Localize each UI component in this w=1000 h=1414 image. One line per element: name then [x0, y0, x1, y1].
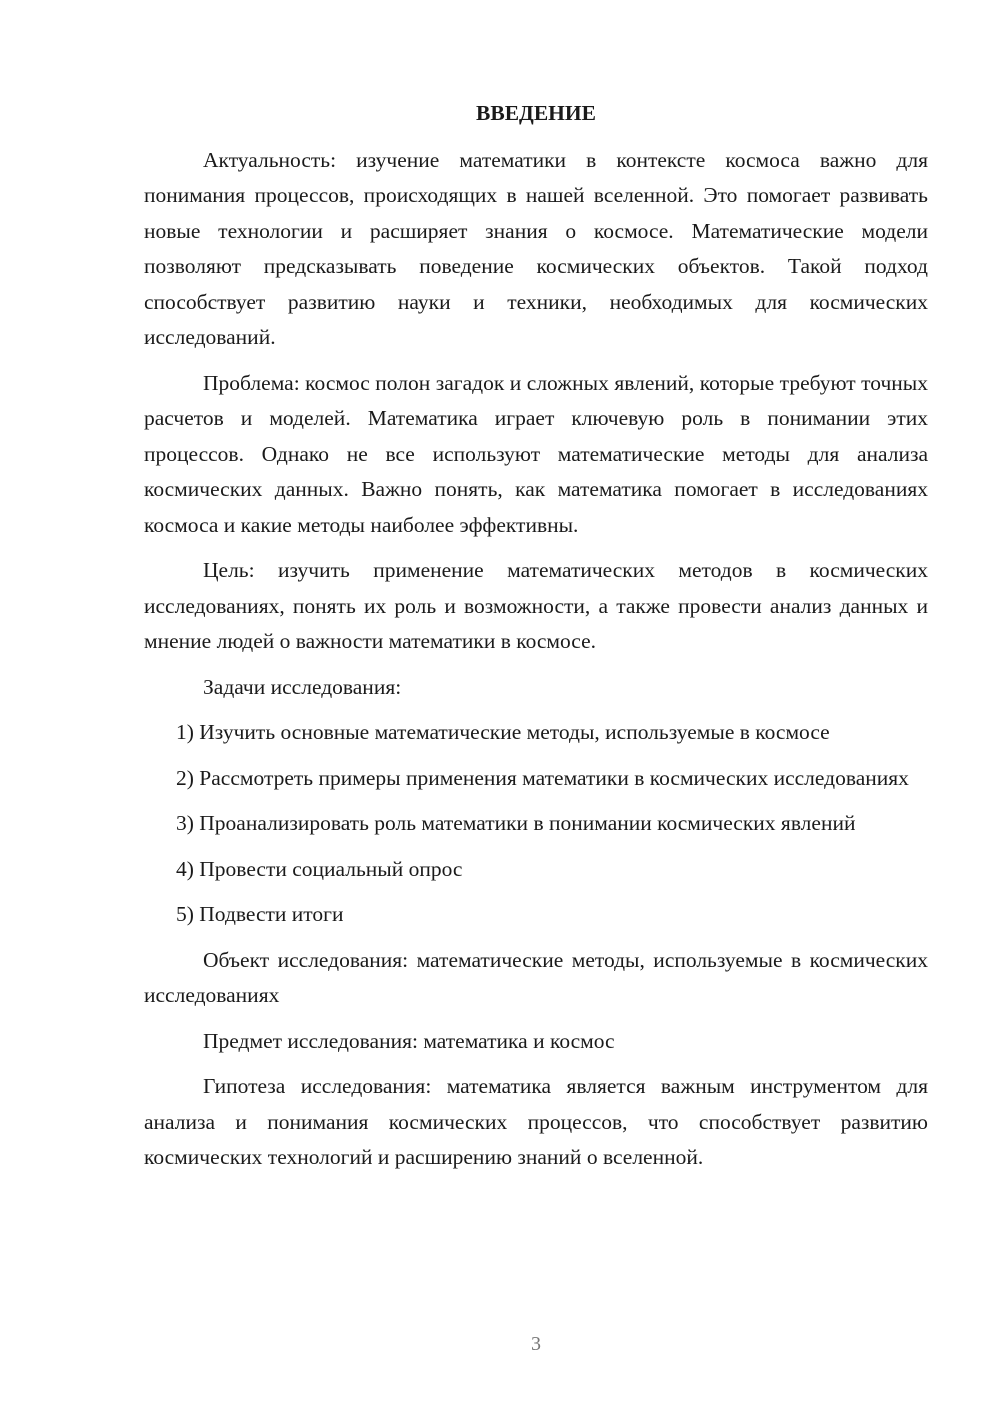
- hypothesis-paragraph: Гипотеза исследования: математика является важным инструментом для анализа и понимания космических процессов, что способствует развитию космических технологий и расширению знаний о вселенной.: [144, 1074, 928, 1169]
- list-item: 4) Провести социальный опрос: [176, 856, 463, 881]
- page-content: [144, 96, 928, 1186]
- list-item: 3) Проанализировать роль математики в понимании космических явлений: [176, 811, 856, 835]
- research-object-paragraph: Объект исследования: математические методы, используемые в космических исследованиях: [144, 947, 928, 1007]
- list-item: 2) Рассмотреть примеры применения математики в космических исследованиях: [176, 765, 909, 790]
- list-item: 1) Изучить основные математические методы, используемые в космосе: [176, 720, 830, 744]
- problem-paragraph: Проблема: космос полон загадок и сложных явлений, которые требуют точных расчетов и моделей. Математика играет ключевую роль в понимании этих процессов. Однако не все используют математические методы для анализа космических данных. Важно понять, как математика помогает в исследованиях космоса и какие методы наиболее эффективны.: [144, 370, 928, 537]
- goal-paragraph: Цель: изучить применение математических методов в космических исследованиях, понять их роль и возможности, а также провести анализ данных и мнение людей о важности математики в космосе.: [144, 558, 928, 653]
- list-item: 5) Подвести итоги: [176, 902, 344, 926]
- tasks-list: [144, 715, 928, 933]
- tasks-intro: Задачи исследования:: [203, 674, 402, 699]
- page-number: 3: [531, 1333, 541, 1355]
- section-heading: ВВЕДЕНИЕ: [476, 101, 596, 125]
- relevance-paragraph: Актуальность: изучение математики в контексте космоса важно для понимания процессов, происходящих в нашей вселенной. Это помогает развивать новые технологии и расширяет знания о космосе. Математические модели позволяют предсказывать поведение космических объектов. Такой подход способствует развитию науки и техники, необходимых для космических исследований.: [144, 147, 928, 349]
- research-subject-paragraph: Предмет исследования: математика и космос: [203, 1028, 615, 1053]
